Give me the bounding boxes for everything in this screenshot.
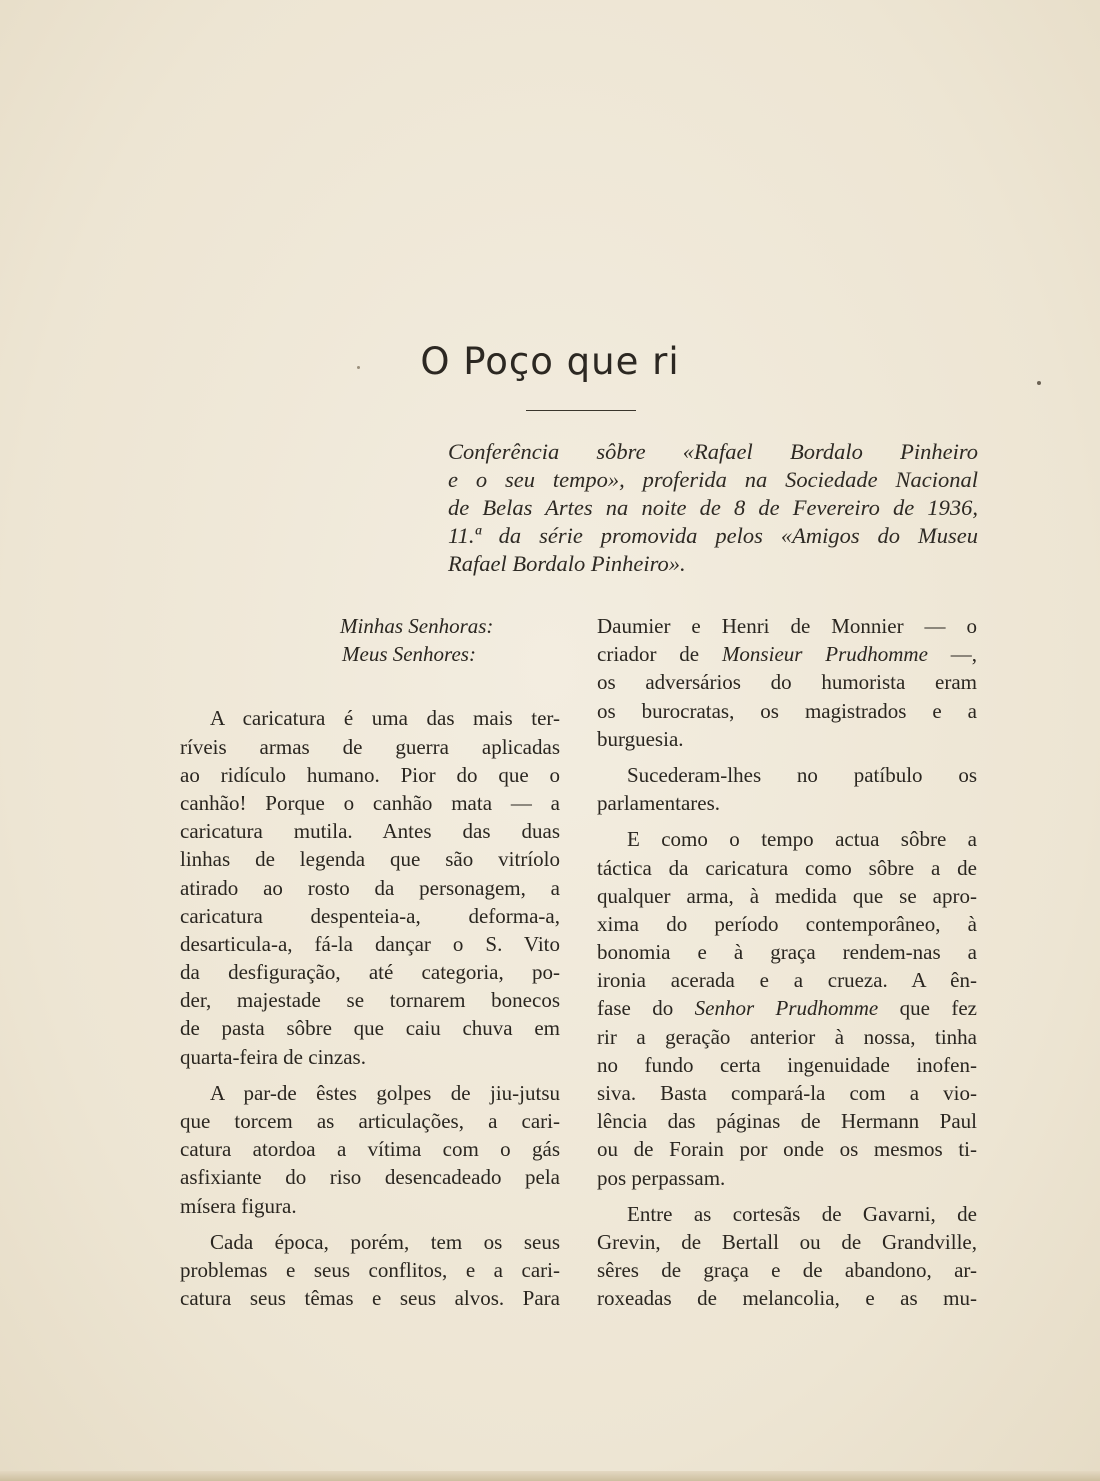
subtitle-line: de Belas Artes na noite de 8 de Fevereiro de 1936, xyxy=(448,495,978,520)
text-line: Sucederam-lhes no patíbulo os xyxy=(627,762,977,787)
paragraph-3 xyxy=(180,1228,560,1313)
subtitle-line: e o seu tempo», proferida na Sociedade Nacional xyxy=(448,467,978,492)
text-fragment: criador de xyxy=(597,642,722,667)
paragraph-2 xyxy=(180,1079,560,1220)
text-fragment: fase do xyxy=(597,996,695,1021)
text-line: asfixiante do riso desencadeado pela xyxy=(180,1165,560,1190)
subtitle-line: Rafael Bordalo Pinheiro». xyxy=(448,551,686,576)
paragraph-3 xyxy=(597,825,977,994)
paragraph-gap xyxy=(180,1071,560,1079)
subtitle-line: 11.ª da série promovida pelos «Amigos do Museu xyxy=(448,523,978,548)
paragraph-gap xyxy=(597,817,977,825)
text-fragment: —, xyxy=(927,642,977,667)
paragraph-3-cont xyxy=(597,1023,977,1200)
paragraph-1-rest xyxy=(597,668,977,761)
text-line: da desfiguração, até categoria, po- xyxy=(180,960,560,985)
paragraph-4 xyxy=(597,1200,977,1313)
text-line: táctica da caricatura como sôbre a de xyxy=(597,855,977,880)
text-line: de pasta sôbre que caiu chuva em xyxy=(180,1016,560,1041)
text-line: A par-de êstes golpes de jiu-jutsu xyxy=(210,1080,560,1105)
text-line: parlamentares. xyxy=(597,791,721,816)
text-line: canhão! Porque o canhão mata — a xyxy=(180,790,560,815)
text-line: Daumier e Henri de Monnier — o xyxy=(597,614,977,638)
text-line: que torcem as articulações, a cari- xyxy=(180,1109,560,1133)
text-line: ironia acerada e a crueza. A ên- xyxy=(597,968,977,993)
text-line: rir a geração anterior à nossa, tinha xyxy=(597,1024,977,1049)
page-title: O Poço que ri xyxy=(420,340,680,383)
page-edge xyxy=(0,1471,1100,1481)
subtitle-line: Conferência sôbre «Rafael Bordalo Pinheiro xyxy=(448,439,978,464)
text-line: ou de Forain por onde os mesmos ti- xyxy=(597,1137,977,1162)
text-line: Entre as cortesãs de Gavarni, de xyxy=(627,1201,977,1226)
text-line: no fundo certa ingenuidade inofen- xyxy=(597,1052,977,1077)
right-column xyxy=(597,612,977,1313)
text-line: sêres de graça e de abandono, ar- xyxy=(597,1258,977,1283)
text-line: der, majestade se tornarem bonecos xyxy=(180,988,560,1013)
text-fragment: que fez xyxy=(878,996,977,1021)
text-line: Cada época, porém, tem os seus xyxy=(210,1229,560,1254)
text-line: burguesia. xyxy=(597,726,684,751)
paragraph-gap xyxy=(180,1220,560,1228)
text-line: qualquer arma, à medida que se apro- xyxy=(597,883,977,908)
text-line: lência das páginas de Hermann Paul xyxy=(597,1109,977,1134)
text-line: catura atordoa a vítima com o gás xyxy=(180,1137,560,1162)
salutation-line: Meus Senhores: xyxy=(342,642,476,667)
text-line: linhas de legenda que são vitríolo xyxy=(180,847,560,872)
text-line xyxy=(597,640,977,668)
paragraph-gap xyxy=(597,753,977,761)
subtitle-block xyxy=(448,438,978,578)
text-line: siva. Basta compará-la com a vio- xyxy=(597,1081,977,1105)
paragraph-gap xyxy=(597,1192,977,1200)
text-line: caricatura despenteia-a, deforma-a, xyxy=(180,903,560,928)
text-line: ríveis armas de guerra aplicadas xyxy=(180,734,560,759)
text-line: os burocratas, os magistrados e a xyxy=(597,698,977,723)
title-rule xyxy=(526,410,636,411)
text-line: quarta-feira de cinzas. xyxy=(180,1044,366,1069)
text-line: ao ridículo humano. Pior do que o xyxy=(180,762,560,787)
text-line: xima do período contemporâneo, à xyxy=(597,911,977,936)
text-line: os adversários do humorista eram xyxy=(597,670,977,695)
text-line: caricatura mutila. Antes das duas xyxy=(180,819,560,844)
italic-title: Senhor Prudhomme xyxy=(694,996,879,1021)
text-line xyxy=(597,994,977,1022)
text-line: catura seus têmas e seus alvos. Para xyxy=(180,1286,560,1311)
text-line: bonomia e à graça rendem-nas a xyxy=(597,940,977,965)
italic-title: Monsieur Prudhomme xyxy=(721,642,928,667)
text-line: desarticula-a, fá-la dançar o S. Vito xyxy=(180,931,560,956)
text-line: pos perpassam. xyxy=(597,1165,726,1190)
text-line: A caricatura é uma das mais ter- xyxy=(210,706,560,731)
salutation-line: Minhas Senhoras: xyxy=(340,614,494,638)
text-line: problemas e seus conflitos, e a cari- xyxy=(180,1257,560,1282)
paragraph-1 xyxy=(180,704,560,1070)
text-line: mísera figura. xyxy=(180,1193,297,1218)
left-column xyxy=(180,612,560,1312)
text-line: E como o tempo actua sôbre a xyxy=(627,827,977,852)
paragraph-2 xyxy=(597,761,977,825)
paragraph-gap xyxy=(180,668,560,704)
text-line: atirado ao rosto da personagem, a xyxy=(180,875,560,900)
text-line: roxeadas de melancolia, e as mu- xyxy=(597,1286,977,1311)
text-line: Grevin, de Bertall ou de Grandville, xyxy=(597,1229,977,1254)
